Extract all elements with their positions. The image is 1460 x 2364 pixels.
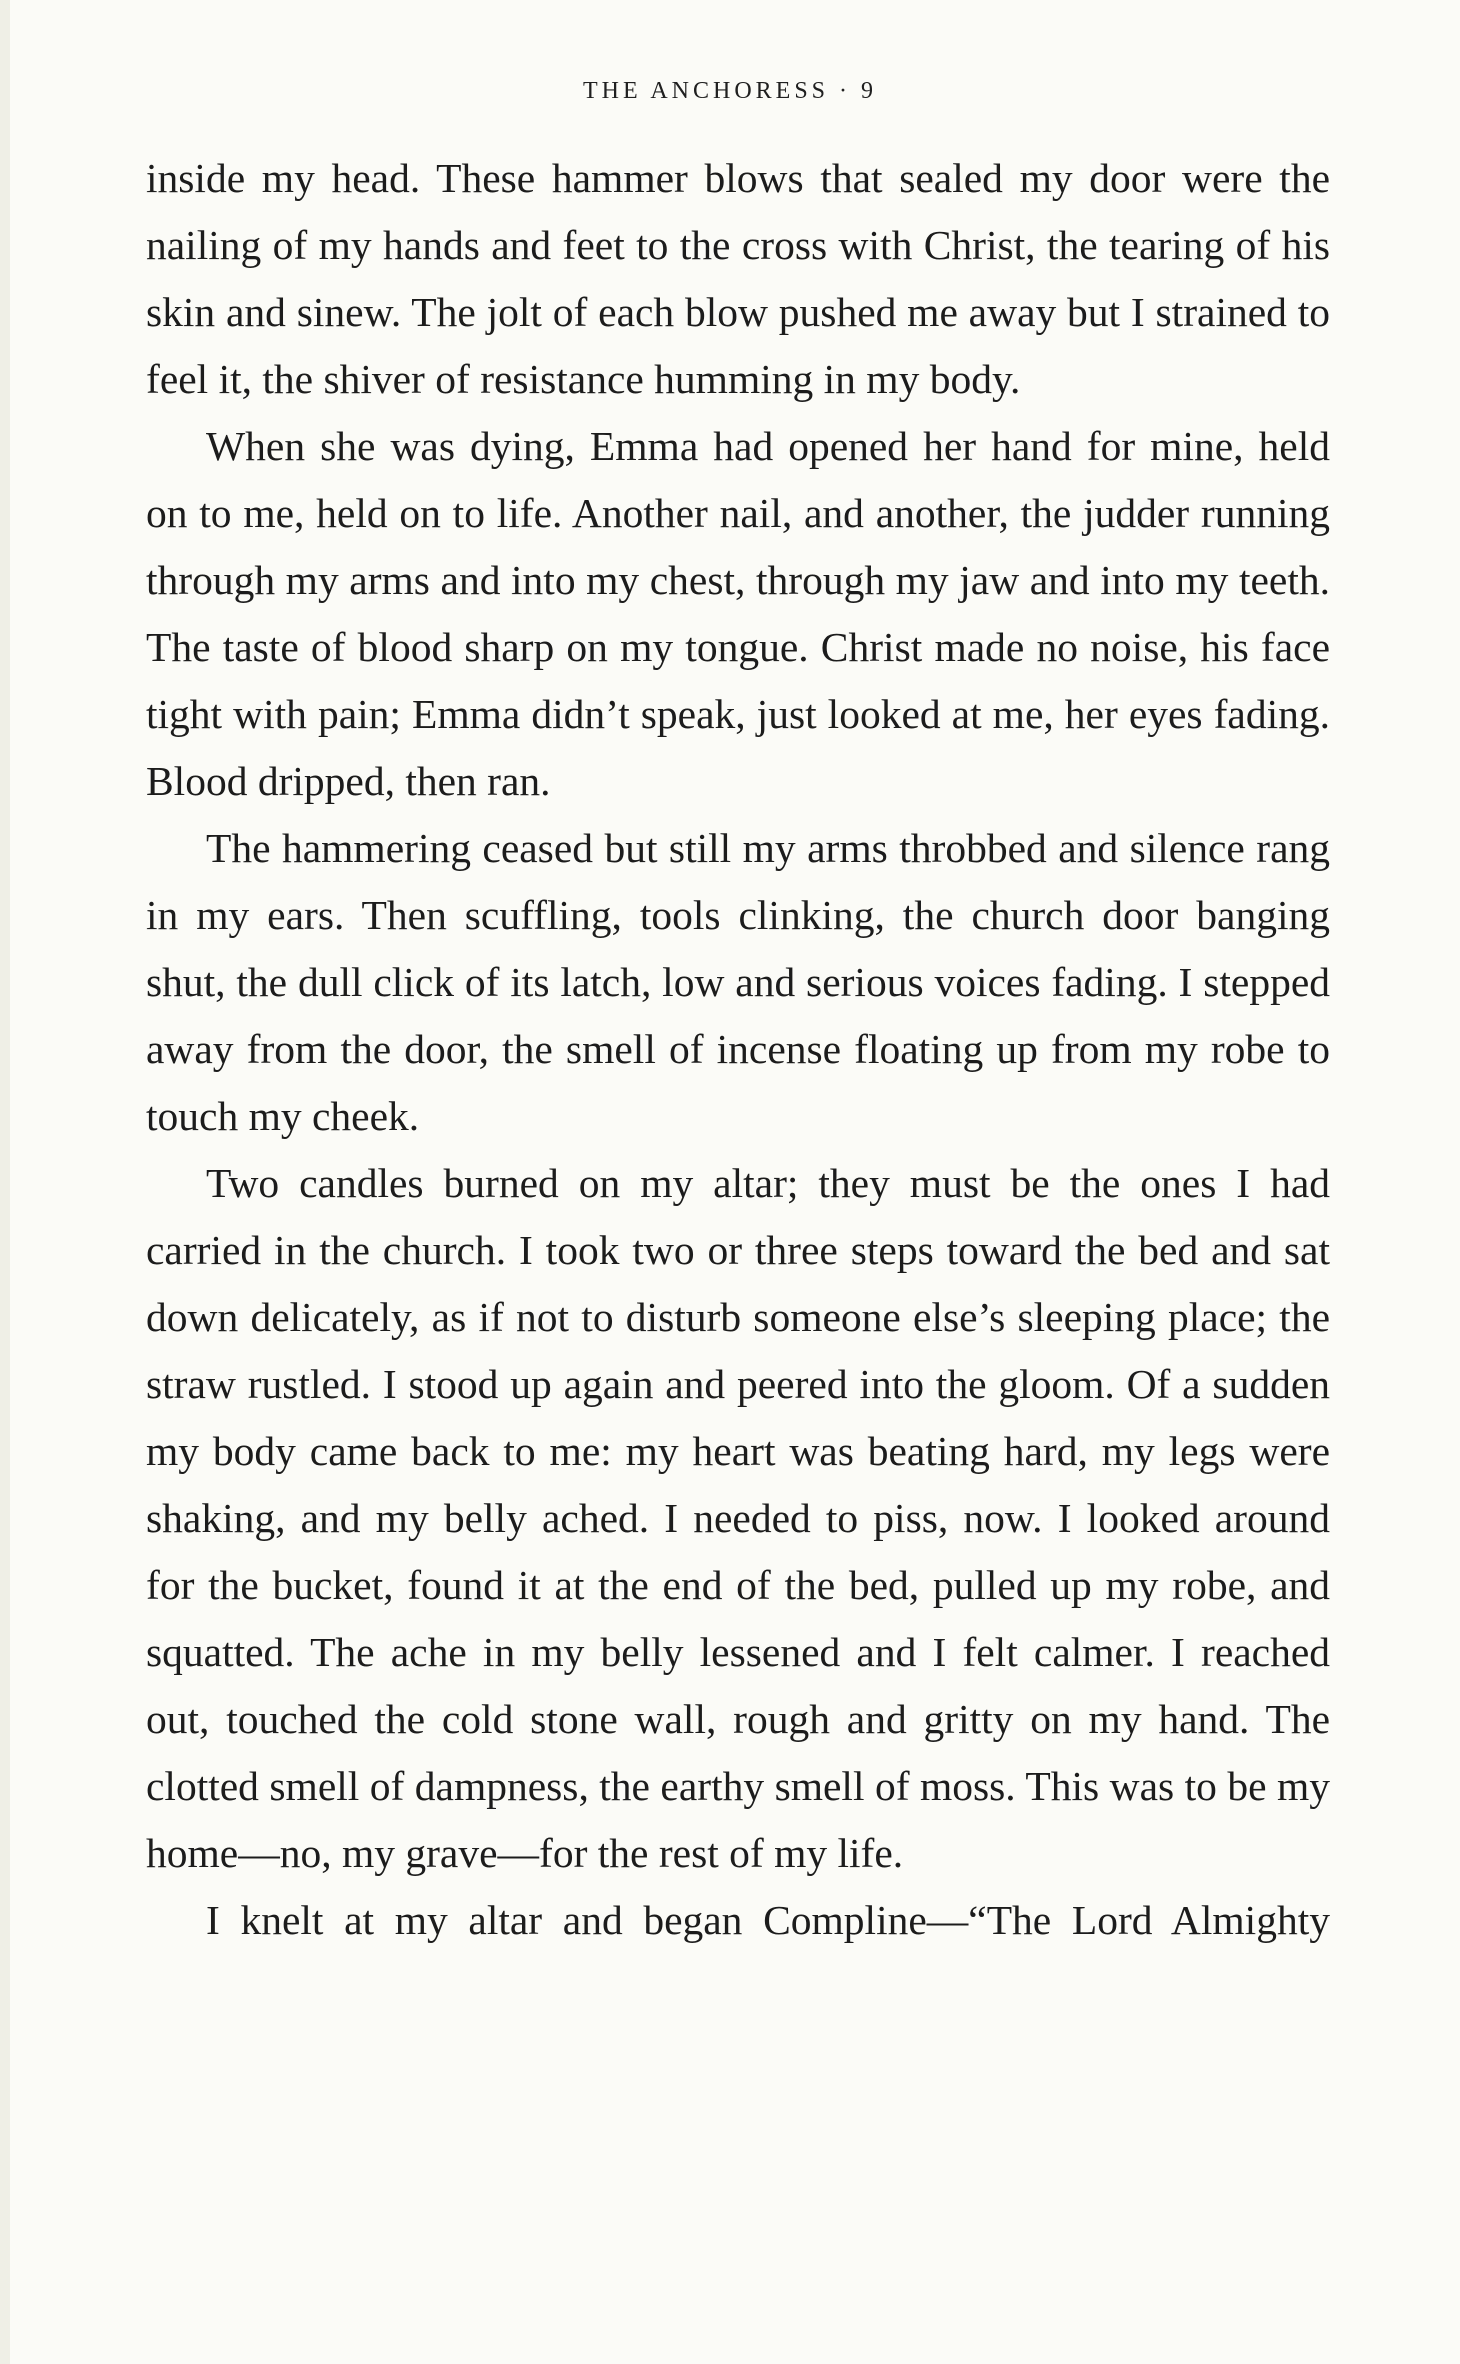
paragraph: I knelt at my altar and began Compline—“The Lord Almighty [206,1897,1330,1943]
running-head [0,78,1460,105]
paragraph: When she was dying, Emma had opened her hand for mine, held on to me, held on to life. Another nail, and another, the judder running through my arms and into my chest, through my jaw and into my teeth. The taste of blood sharp on my tongue. Christ made no noise, his face tight with pain; Emma didn’t speak, just looked at me, her eyes fading. Blood dripped, then ran. [146,423,1330,804]
book-title: THE ANCHORESS [582,78,830,104]
page-edge [0,0,10,2364]
paragraph: inside my head. These hammer blows that sealed my door were the nailing of my hands and feet to the cross with Christ, the tearing of his skin and sinew. The jolt of each blow pushed me away but I strained to feel it, the shiver of resistance humming in my body. [146,155,1330,402]
page-number: 9 [861,78,878,104]
body-text [146,145,1330,1954]
paragraph: Two candles burned on my altar; they must be the ones I had carried in the church. I took two or three steps toward the bed and sat down delicately, as if not to disturb someone else’s sleeping place; the straw rustled. I stood up again and peered into the gloom. Of a sudden my body came back to me: my heart was beating hard, my legs were shaking, and my belly ached. I needed to piss, now. I looked around for the bucket, found it at the end of the bed, pulled up my robe, and squatted. The ache in my belly lessened and I felt calmer. I reached out, touched the cold stone wall, rough and gritty on my hand. The clotted smell of dampness, the earthy smell of moss. This was to be my home—no, my grave—for the rest of my life. [146,1160,1330,1876]
header-separator: · [839,78,852,104]
paragraph: The hammering ceased but still my arms throbbed and silence rang in my ears. Then scuffling, tools clinking, the church door banging shut, the dull click of its latch, low and serious voices fading. I stepped away from the door, the smell of incense floating up from my robe to touch my cheek. [146,825,1330,1139]
